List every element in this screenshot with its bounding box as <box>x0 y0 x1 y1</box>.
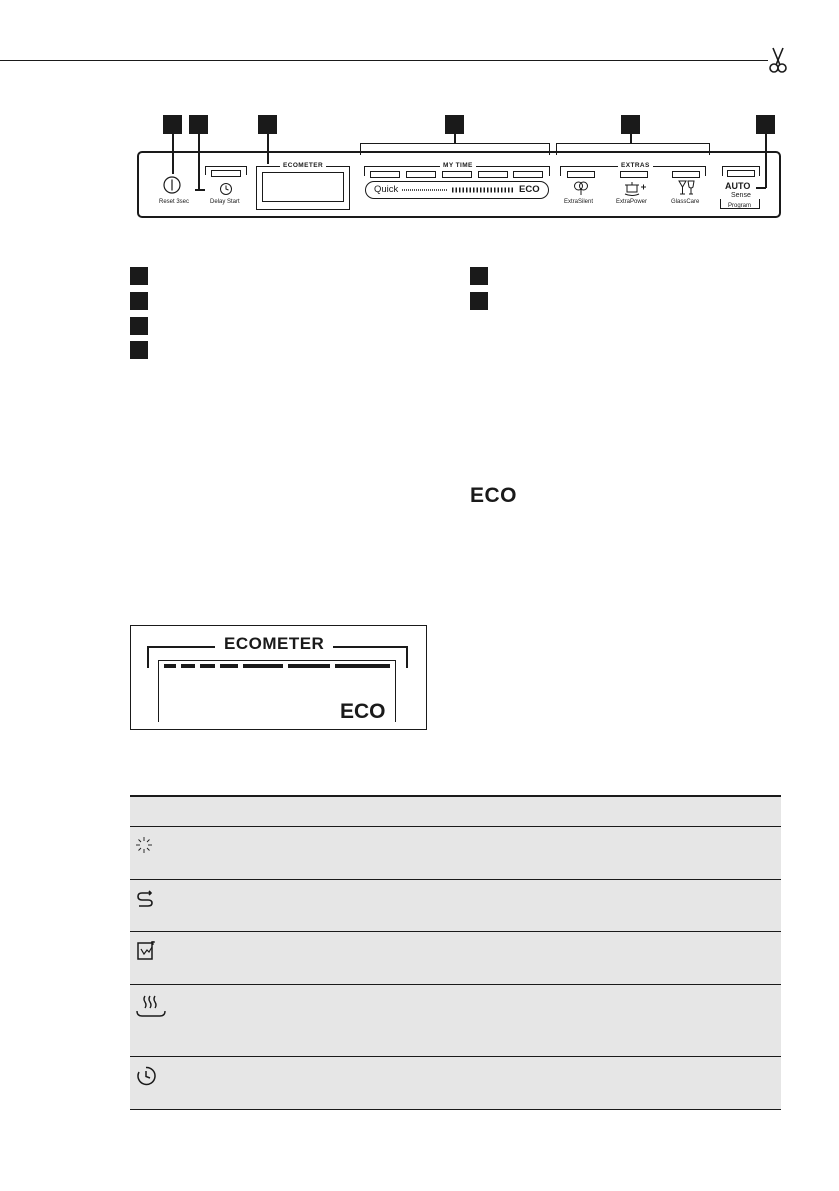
callout-3 <box>258 115 277 134</box>
rinse-aid-icon <box>136 941 156 961</box>
program-label: Program <box>728 203 752 209</box>
auto-led <box>727 170 755 177</box>
callout-1 <box>163 115 182 134</box>
delay-bracket <box>205 166 247 175</box>
extras-label: EXTRAS <box>618 162 653 169</box>
callout-6 <box>756 115 775 134</box>
extrasilent-label: ExtraSilent <box>564 199 594 205</box>
mytime-led-4 <box>478 171 508 178</box>
ecometer-bars <box>164 664 392 670</box>
extrapower-led <box>620 171 648 178</box>
legend-square-5 <box>470 267 488 285</box>
cut-line <box>0 60 768 61</box>
delay-label: Delay Start <box>210 199 240 205</box>
glasscare-led <box>672 171 700 178</box>
extrasilent-led <box>567 171 595 178</box>
table-row <box>130 827 781 880</box>
mytime-led-3 <box>442 171 472 178</box>
eco-label: ECO <box>519 184 540 195</box>
legend-square-6 <box>470 292 488 310</box>
delay-start-button[interactable] <box>219 182 233 196</box>
sparkle-icon <box>136 836 152 854</box>
heating-icon <box>136 994 166 1018</box>
ecometer-window <box>262 172 344 202</box>
legend-square-3 <box>130 317 148 335</box>
callout-4 <box>445 115 464 134</box>
ecometer-display-title: ECOMETER <box>215 634 333 654</box>
table-row <box>130 985 781 1057</box>
mytime-led-1 <box>370 171 400 178</box>
scissors-icon <box>767 46 789 74</box>
reset-label: Reset 3sec <box>159 199 190 205</box>
rinse-cycle-icon <box>136 889 156 909</box>
legend-square-4 <box>130 341 148 359</box>
ecometer-label: ECOMETER <box>280 162 326 169</box>
table-header <box>130 795 781 827</box>
table-row <box>130 932 781 985</box>
mytime-led-2 <box>406 171 436 178</box>
extrapower-icon[interactable] <box>624 180 648 196</box>
legend-square-1 <box>130 267 148 285</box>
auto-label[interactable]: AUTO <box>725 181 751 191</box>
mytime-scale <box>402 186 516 194</box>
indicator-table <box>130 795 781 1110</box>
quick-label: Quick <box>374 184 399 195</box>
callout-5 <box>621 115 640 134</box>
ecometer-bracket-bottom <box>256 203 350 210</box>
legend-square-2 <box>130 292 148 310</box>
table-row <box>130 880 781 932</box>
ecometer-display-eco: ECO <box>340 700 386 723</box>
table-row <box>130 1057 781 1110</box>
extrapower-label: ExtraPower <box>616 199 648 205</box>
sense-label: Sense <box>731 192 751 199</box>
glasscare-icon[interactable] <box>678 180 696 196</box>
eco-heading: ECO <box>470 484 518 507</box>
mytime-led-5 <box>513 171 543 178</box>
glasscare-label: GlassCare <box>671 199 700 205</box>
callout-2 <box>189 115 208 134</box>
mytime-label: MY TIME <box>440 162 476 169</box>
power-button[interactable] <box>163 176 181 194</box>
delay-clock-icon <box>136 1066 156 1086</box>
extrasilent-icon[interactable] <box>573 180 589 196</box>
